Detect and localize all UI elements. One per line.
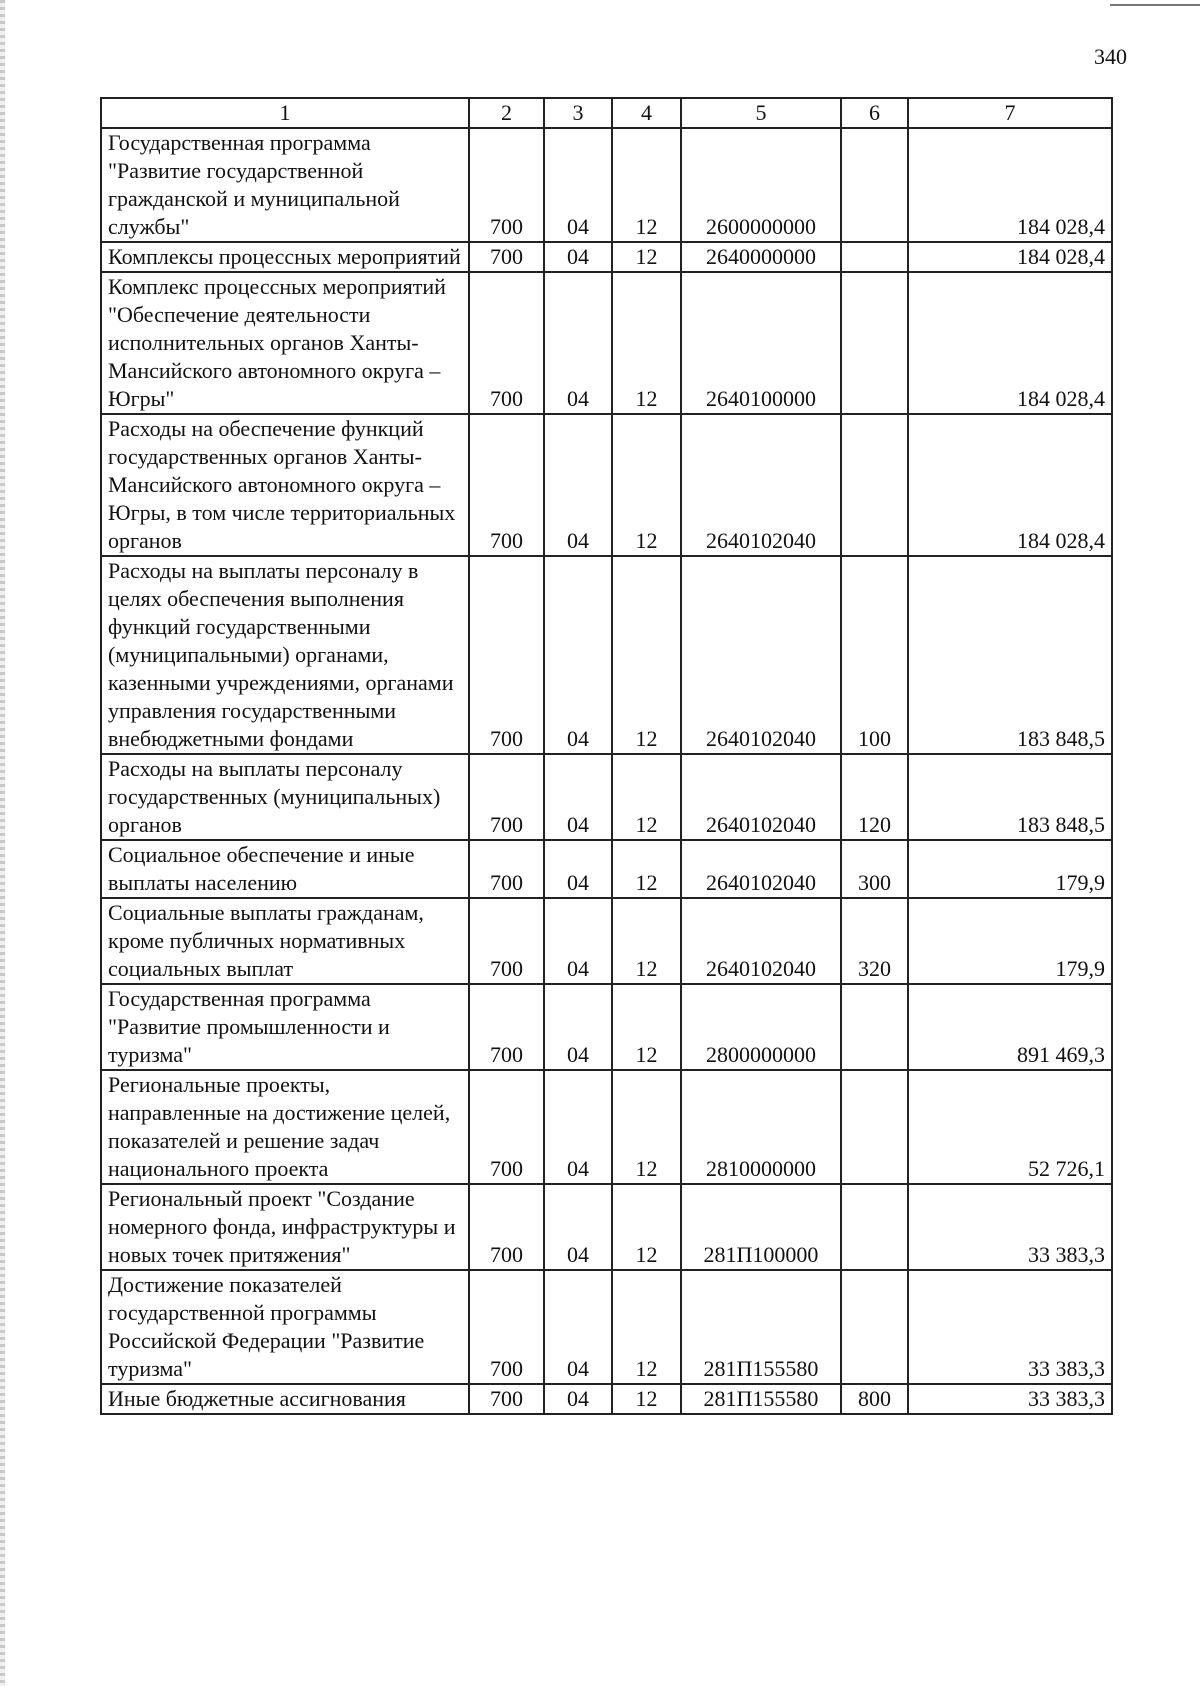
row-expense-type: 100 bbox=[841, 556, 908, 754]
column-header-6: 6 bbox=[841, 98, 908, 128]
row-name: Достижение показателей государственной программы Российской Федерации "Развитие туризма" bbox=[101, 1270, 469, 1384]
column-header-2: 2 bbox=[469, 98, 544, 128]
row-subsection-code: 12 bbox=[612, 1384, 681, 1414]
scan-edge-artifact bbox=[0, 0, 5, 1686]
row-expense-type bbox=[841, 128, 908, 242]
row-name: Государственная программа "Развитие промышленности и туризма" bbox=[101, 984, 469, 1070]
row-ministry-code: 700 bbox=[469, 556, 544, 754]
table-row bbox=[101, 128, 1112, 242]
table-row bbox=[101, 840, 1112, 898]
row-amount: 184 028,4 bbox=[908, 242, 1112, 272]
budget-table bbox=[100, 97, 1113, 1415]
row-subsection-code: 12 bbox=[612, 1184, 681, 1270]
row-name: Комплекс процессных мероприятий "Обеспечение деятельности исполнительных органов Ханты-Мансийского автономного округа – Югры" bbox=[101, 272, 469, 414]
row-name: Государственная программа "Развитие государственной гражданской и муниципальной службы" bbox=[101, 128, 469, 242]
row-amount: 52 726,1 bbox=[908, 1070, 1112, 1184]
row-target-article: 2600000000 bbox=[681, 128, 841, 242]
row-expense-type: 120 bbox=[841, 754, 908, 840]
table-row bbox=[101, 1384, 1112, 1414]
row-target-article: 2640102040 bbox=[681, 898, 841, 984]
table-row bbox=[101, 272, 1112, 414]
row-section-code: 04 bbox=[544, 898, 612, 984]
table-row bbox=[101, 984, 1112, 1070]
row-name: Социальное обеспечение и иные выплаты населению bbox=[101, 840, 469, 898]
row-target-article: 2640102040 bbox=[681, 840, 841, 898]
row-section-code: 04 bbox=[544, 984, 612, 1070]
row-ministry-code: 700 bbox=[469, 414, 544, 556]
row-ministry-code: 700 bbox=[469, 128, 544, 242]
column-header-4: 4 bbox=[612, 98, 681, 128]
row-section-code: 04 bbox=[544, 272, 612, 414]
row-expense-type: 800 bbox=[841, 1384, 908, 1414]
row-target-article: 281П155580 bbox=[681, 1384, 841, 1414]
row-section-code: 04 bbox=[544, 1384, 612, 1414]
row-target-article: 2810000000 bbox=[681, 1070, 841, 1184]
row-ministry-code: 700 bbox=[469, 1070, 544, 1184]
row-expense-type: 300 bbox=[841, 840, 908, 898]
row-expense-type bbox=[841, 1270, 908, 1384]
scan-mark-artifact bbox=[1110, 4, 1200, 6]
column-header-3: 3 bbox=[544, 98, 612, 128]
row-expense-type bbox=[841, 272, 908, 414]
row-amount: 184 028,4 bbox=[908, 128, 1112, 242]
page-number: 340 bbox=[1094, 44, 1127, 69]
row-section-code: 04 bbox=[544, 1270, 612, 1384]
row-ministry-code: 700 bbox=[469, 898, 544, 984]
table-row bbox=[101, 242, 1112, 272]
row-amount: 33 383,3 bbox=[908, 1384, 1112, 1414]
column-header-7: 7 bbox=[908, 98, 1112, 128]
row-target-article: 2640100000 bbox=[681, 272, 841, 414]
row-subsection-code: 12 bbox=[612, 414, 681, 556]
row-ministry-code: 700 bbox=[469, 272, 544, 414]
row-expense-type bbox=[841, 414, 908, 556]
row-expense-type bbox=[841, 984, 908, 1070]
row-section-code: 04 bbox=[544, 1070, 612, 1184]
row-ministry-code: 700 bbox=[469, 1270, 544, 1384]
table-row bbox=[101, 1184, 1112, 1270]
row-amount: 184 028,4 bbox=[908, 272, 1112, 414]
row-section-code: 04 bbox=[544, 754, 612, 840]
row-subsection-code: 12 bbox=[612, 984, 681, 1070]
row-target-article: 281П155580 bbox=[681, 1270, 841, 1384]
column-header-5: 5 bbox=[681, 98, 841, 128]
row-section-code: 04 bbox=[544, 840, 612, 898]
column-header-1: 1 bbox=[101, 98, 469, 128]
row-target-article: 2640102040 bbox=[681, 556, 841, 754]
row-target-article: 2640102040 bbox=[681, 414, 841, 556]
row-amount: 184 028,4 bbox=[908, 414, 1112, 556]
row-name: Иные бюджетные ассигнования bbox=[101, 1384, 469, 1414]
row-expense-type bbox=[841, 242, 908, 272]
row-target-article: 2640000000 bbox=[681, 242, 841, 272]
row-ministry-code: 700 bbox=[469, 754, 544, 840]
row-section-code: 04 bbox=[544, 128, 612, 242]
row-ministry-code: 700 bbox=[469, 1384, 544, 1414]
row-subsection-code: 12 bbox=[612, 128, 681, 242]
row-section-code: 04 bbox=[544, 242, 612, 272]
header-row bbox=[101, 98, 1112, 128]
row-subsection-code: 12 bbox=[612, 556, 681, 754]
row-expense-type: 320 bbox=[841, 898, 908, 984]
row-amount: 183 848,5 bbox=[908, 754, 1112, 840]
row-ministry-code: 700 bbox=[469, 984, 544, 1070]
table-row bbox=[101, 898, 1112, 984]
row-name: Расходы на выплаты персоналу государственных (муниципальных) органов bbox=[101, 754, 469, 840]
row-expense-type bbox=[841, 1070, 908, 1184]
row-ministry-code: 700 bbox=[469, 242, 544, 272]
row-subsection-code: 12 bbox=[612, 1270, 681, 1384]
row-amount: 179,9 bbox=[908, 898, 1112, 984]
table-row bbox=[101, 1070, 1112, 1184]
row-section-code: 04 bbox=[544, 1184, 612, 1270]
row-amount: 33 383,3 bbox=[908, 1270, 1112, 1384]
row-name: Комплексы процессных мероприятий bbox=[101, 242, 469, 272]
row-target-article: 2800000000 bbox=[681, 984, 841, 1070]
row-ministry-code: 700 bbox=[469, 840, 544, 898]
row-subsection-code: 12 bbox=[612, 1070, 681, 1184]
row-amount: 33 383,3 bbox=[908, 1184, 1112, 1270]
row-section-code: 04 bbox=[544, 556, 612, 754]
row-subsection-code: 12 bbox=[612, 242, 681, 272]
row-target-article: 281П100000 bbox=[681, 1184, 841, 1270]
row-name: Региональный проект "Создание номерного фонда, инфраструктуры и новых точек притяжения" bbox=[101, 1184, 469, 1270]
row-ministry-code: 700 bbox=[469, 1184, 544, 1270]
table-row bbox=[101, 414, 1112, 556]
table-row bbox=[101, 556, 1112, 754]
row-target-article: 2640102040 bbox=[681, 754, 841, 840]
row-expense-type bbox=[841, 1184, 908, 1270]
row-subsection-code: 12 bbox=[612, 754, 681, 840]
row-amount: 183 848,5 bbox=[908, 556, 1112, 754]
table-row bbox=[101, 1270, 1112, 1384]
row-amount: 891 469,3 bbox=[908, 984, 1112, 1070]
row-subsection-code: 12 bbox=[612, 898, 681, 984]
row-name: Расходы на обеспечение функций государственных органов Ханты-Мансийского автономного округа – Югры, в том числе территориальных органов bbox=[101, 414, 469, 556]
row-subsection-code: 12 bbox=[612, 272, 681, 414]
row-name: Социальные выплаты гражданам, кроме публичных нормативных социальных выплат bbox=[101, 898, 469, 984]
row-amount: 179,9 bbox=[908, 840, 1112, 898]
table-row bbox=[101, 754, 1112, 840]
row-name: Региональные проекты, направленные на достижение целей, показателей и решение задач национального проекта bbox=[101, 1070, 469, 1184]
row-name: Расходы на выплаты персоналу в целях обеспечения выполнения функций государственными (муниципальными) органами, казенными учреждениями, органами управления государственными внебюджетными фондами bbox=[101, 556, 469, 754]
row-subsection-code: 12 bbox=[612, 840, 681, 898]
row-section-code: 04 bbox=[544, 414, 612, 556]
